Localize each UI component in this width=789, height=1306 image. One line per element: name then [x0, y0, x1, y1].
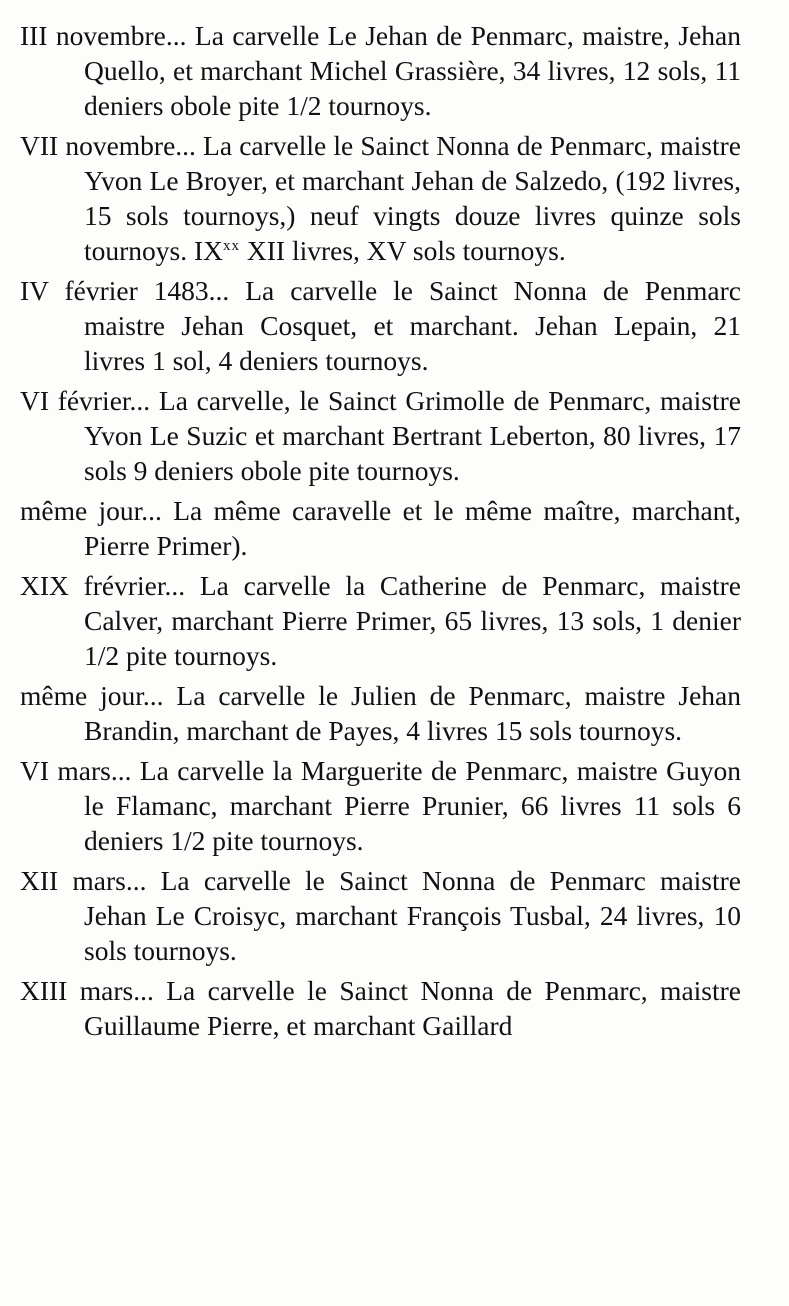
entry-text: IV février 1483... La carvelle le Sainct Nonna de Penmarc maistre Jehan Cosquet, et marchant. Jehan Lepain, 21 livres 1 sol, 4 deniers tournoys. — [20, 275, 741, 376]
ledger-entry — [20, 678, 741, 748]
ledger-entry — [20, 18, 741, 123]
entry-text: III novembre... La carvelle Le Jehan de Penmarc, maistre, Jehan Quello, et marchant Michel Grassière, 34 livres, 12 sols, 11 deniers obole pite 1/2 tournoys. — [20, 20, 741, 121]
ledger-entry — [20, 493, 741, 563]
entry-text: même jour... La même caravelle et le même maître, marchant, Pierre Primer). — [20, 495, 741, 561]
entry-text: XIX frévrier... La carvelle la Catherine de Penmarc, maistre Calver, marchant Pierre Primer, 65 livres, 13 sols, 1 denier 1/2 pite tournoys. — [20, 570, 741, 671]
ledger-entry — [20, 128, 741, 268]
entry-text: XII mars... La carvelle le Sainct Nonna de Penmarc maistre Jehan Le Croisyc, marchant François Tusbal, 24 livres, 10 sols tournoys. — [20, 865, 741, 966]
entry-text: XIII mars... La carvelle le Sainct Nonna de Penmarc, maistre Guillaume Pierre, et marchant Gaillard — [20, 975, 741, 1041]
ledger-entry — [20, 273, 741, 378]
ledger-entry — [20, 383, 741, 488]
ledger-entry — [20, 568, 741, 673]
entry-text-tail: XII livres, XV sols tournoys. — [240, 235, 566, 266]
ledger-entry — [20, 973, 741, 1043]
ledger-entry — [20, 753, 741, 858]
ledger-entry — [20, 863, 741, 968]
superscript-xx: xx — [223, 238, 241, 254]
entry-text: VI mars... La carvelle la Marguerite de Penmarc, maistre Guyon le Flamanc, marchant Pierre Prunier, 66 livres 11 sols 6 deniers 1/2 pite tournoys. — [20, 755, 741, 856]
entry-text: VII novembre... La carvelle le Sainct Nonna de Penmarc, maistre Yvon Le Broyer, et marchant Jehan de Salzedo, (192 livres, 15 sols tournoys,) neuf vingts douze livres quinze sols tournoys. IX — [20, 130, 741, 266]
entry-text: VI février... La carvelle, le Sainct Grimolle de Penmarc, maistre Yvon Le Suzic et marchant Bertrant Leberton, 80 livres, 17 sols 9 deniers obole pite tournoys. — [20, 385, 741, 486]
entry-text: même jour... La carvelle le Julien de Penmarc, maistre Jehan Brandin, marchant de Payes, 4 livres 15 sols tournoys. — [20, 680, 741, 746]
